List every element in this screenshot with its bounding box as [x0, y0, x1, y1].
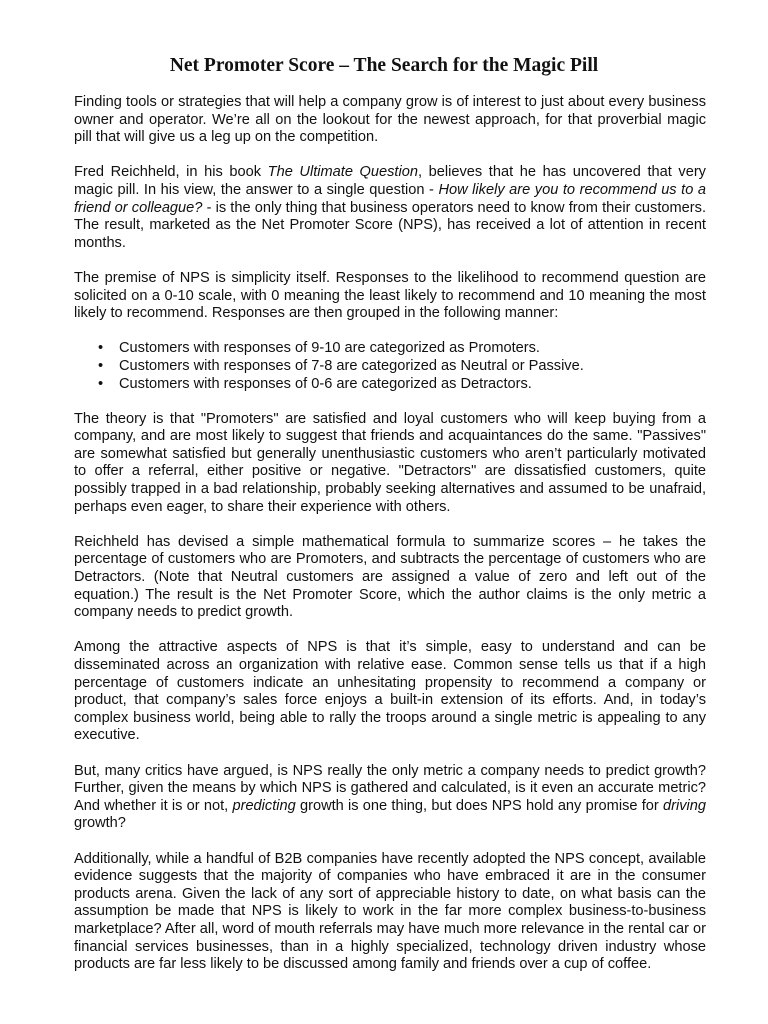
paragraph-b2b: Additionally, while a handful of B2B companies have recently adopted the NPS concept, available evidence suggests that the majority of companies who have embraced it are in the consumer products arena. Given the lack of any sort of appreciable history to date, on what basis can the assumption be made that NPS is likely to work in the far more complex business-to-business marketplace? After all, word of mouth referrals may have much more relevance in the rental car or financial services businesses, than in a highly specialized, technology driven industry whose products are far less likely to be discussed among family and friends over a cup of coffee. [74, 850, 706, 973]
category-list [74, 340, 706, 393]
list-item-text: Customers with responses of 0-6 are categorized as Detractors. [119, 375, 532, 392]
text-run: Fred Reichheld, in his book [74, 164, 268, 181]
text-run: growth is one thing, but does NPS hold any promise for [295, 797, 663, 814]
paragraph-formula: Reichheld has devised a simple mathematical formula to summarize scores – he takes the percentage of customers who are Promoters, and subtracts the percentage of customers who are Detractors. (Note that Neutral customers are assigned a value of zero and left out of the equation.) The result is the Net Promoter Score, which the author claims is the only metric a company needs to predict growth. [74, 533, 706, 621]
paragraph-intro: Finding tools or strategies that will help a company grow is of interest to just about every business owner and operator. We’re all on the lookout for the newest approach, for that proverbial magic pill that will give us a leg up on the competition. [74, 94, 706, 146]
list-item [98, 357, 706, 376]
paragraph-critics [74, 763, 706, 833]
list-item-text: Customers with responses of 7-8 are categorized as Neutral or Passive. [119, 357, 584, 374]
emphasis-predicting: predicting [232, 797, 296, 814]
list-item-text: Customers with responses of 9-10 are categorized as Promoters. [119, 340, 540, 357]
list-item [98, 340, 706, 358]
paragraph-reichheld [74, 164, 706, 252]
text-run: , believes that he has uncovered that very magic pill. In his view, the answer to a single question - [74, 164, 706, 198]
question-text: How likely are you to recommend us to a friend or colleague? [74, 181, 706, 216]
text-run: growth? [74, 815, 126, 832]
document-body [74, 94, 706, 991]
book-title: The Ultimate Question [267, 164, 418, 181]
bullet-icon: • [98, 340, 104, 357]
text-run: But, many critics have argued, is NPS really the only metric a company needs to predict growth? Further, given the means by which NPS is gathered and calculated, is it even an accurate metric? And whether it is or not, [74, 762, 706, 814]
bullet-icon: • [98, 375, 104, 392]
emphasis-driving: driving [663, 797, 706, 814]
text-run: - is the only thing that business operators need to know from their customers. The result, marketed as the Net Promoter Score (NPS), has received a lot of attention in recent months. [74, 199, 707, 251]
paragraph-attractive-aspects: Among the attractive aspects of NPS is that it’s simple, easy to understand and can be disseminated across an organization with relative ease. Common sense tells us that if a high percentage of customers indicate an unhesitating propensity to recommend a company or product, that company’s sales force enjoys a built-in extension of its efforts. And, in today’s complex business world, being able to rally the troops around a single metric is appealing to any executive. [74, 639, 706, 744]
bullet-icon: • [98, 357, 104, 374]
document-title: Net Promoter Score – The Search for the Magic Pill [169, 55, 599, 76]
paragraph-theory: The theory is that "Promoters" are satisfied and loyal customers who will keep buying from a company, and are most likely to suggest that friends and acquaintances do the same. "Passives" are somewhat satisfied but generally unenthusiastic customers who aren’t particularly motivated to offer a referral, either positive or negative. "Detractors" are dissatisfied customers, quite possibly trapped in a bad relationship, probably seeking alternatives and assumed to be unafraid, perhaps even eager, to share their experience with others. [74, 410, 706, 515]
list-item [98, 375, 706, 394]
paragraph-premise: The premise of NPS is simplicity itself. Responses to the likelihood to recommend question are solicited on a 0-10 scale, with 0 meaning the least likely to recommend and 10 meaning the most likely to recommend. Responses are then grouped in the following manner: [74, 269, 706, 322]
